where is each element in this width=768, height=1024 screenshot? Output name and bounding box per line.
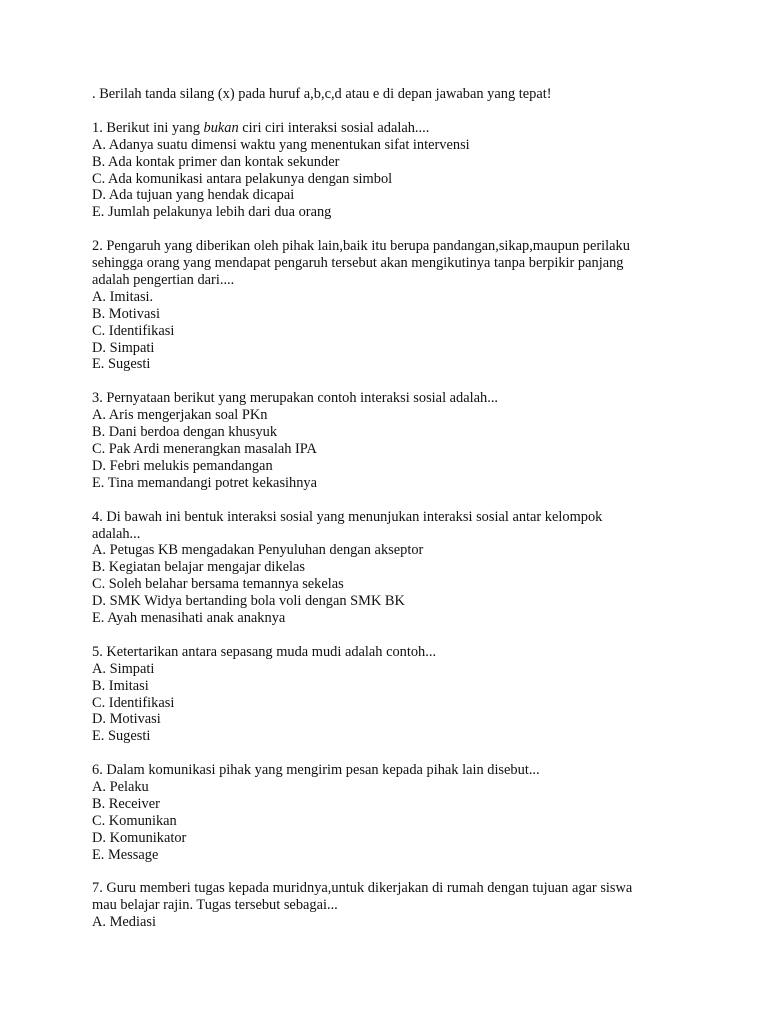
question-1-option-c[interactable]: C. Ada komunikasi antara pelakunya dengan simbol	[92, 170, 393, 187]
question-2-option-b[interactable]: B. Motivasi	[92, 305, 160, 322]
question-7-text-line-1: 7. Guru memberi tugas kepada muridnya,untuk dikerjakan di rumah dengan tujuan agar siswa	[92, 880, 633, 897]
document-page	[92, 86, 732, 931]
question-7-text-line-2: mau belajar rajin. Tugas tersebut sebagai...	[92, 897, 338, 914]
question-4-text-line-2: adalah...	[92, 525, 141, 542]
question-1-prefix: 1. Berikut ini yang	[92, 119, 204, 136]
question-2-text-line-2: sehingga orang yang mendapat pengaruh tersebut akan mengikutinya tanpa berpikir panjang	[92, 255, 624, 272]
question-1-emphasis: bukan	[203, 119, 239, 136]
question-3-option-b[interactable]: B. Dani berdoa dengan khusyuk	[92, 424, 278, 441]
question-1-option-b[interactable]: B. Ada kontak primer dan kontak sekunder	[92, 153, 340, 170]
question-1-option-a[interactable]: A. Adanya suatu dimensi waktu yang menentukan sifat intervensi	[92, 136, 470, 153]
question-4-option-a[interactable]: A. Petugas KB mengadakan Penyuluhan dengan akseptor	[92, 542, 424, 559]
question-5-option-a[interactable]: A. Simpati	[92, 660, 155, 677]
question-2	[92, 238, 732, 373]
spacer	[92, 103, 732, 120]
question-5-option-d[interactable]: D. Motivasi	[92, 711, 161, 728]
question-6	[92, 762, 732, 863]
question-6-option-d[interactable]: D. Komunikator	[92, 829, 187, 846]
question-4-option-b[interactable]: B. Kegiatan belajar mengajar dikelas	[92, 559, 305, 576]
question-5-option-b[interactable]: B. Imitasi	[92, 677, 149, 694]
question-2-option-a[interactable]: A. Imitasi.	[92, 288, 154, 305]
question-3-option-e[interactable]: E. Tina memandangi potret kekasihnya	[92, 474, 318, 491]
question-1-suffix: ciri ciri interaksi sosial adalah....	[238, 119, 430, 136]
question-5	[92, 644, 732, 745]
question-3-option-a[interactable]: A. Aris mengerjakan soal PKn	[92, 407, 268, 424]
question-2-option-d[interactable]: D. Simpati	[92, 339, 155, 356]
question-3	[92, 390, 732, 491]
question-3-text: 3. Pernyataan berikut yang merupakan contoh interaksi sosial adalah...	[92, 390, 499, 407]
question-6-option-c[interactable]: C. Komunikan	[92, 812, 177, 829]
spacer	[92, 373, 732, 390]
question-1-option-d[interactable]: D. Ada tujuan yang hendak dicapai	[92, 187, 295, 204]
question-5-option-e[interactable]: E. Sugesti	[92, 728, 151, 745]
spacer	[92, 864, 732, 881]
question-2-text-line-3: adalah pengertian dari....	[92, 271, 235, 288]
question-5-text: 5. Ketertarikan antara sepasang muda mudi adalah contoh...	[92, 643, 437, 660]
question-3-option-d[interactable]: D. Febri melukis pemandangan	[92, 457, 273, 474]
question-4-option-c[interactable]: C. Soleh belahar bersama temannya sekelas	[92, 576, 344, 593]
question-2-option-c[interactable]: C. Identifikasi	[92, 322, 175, 339]
spacer	[92, 627, 732, 644]
question-7-option-a[interactable]: A. Mediasi	[92, 914, 156, 931]
question-1-text	[92, 120, 732, 137]
question-1	[92, 120, 732, 221]
question-3-option-c[interactable]: C. Pak Ardi menerangkan masalah IPA	[92, 440, 317, 457]
question-7	[92, 880, 732, 931]
question-1-option-e[interactable]: E. Jumlah pelakunya lebih dari dua orang	[92, 204, 332, 221]
instruction-text: . Berilah tanda silang (x) pada huruf a,b,c,d atau e di depan jawaban yang tepat!	[92, 86, 552, 102]
question-6-option-e[interactable]: E. Message	[92, 846, 159, 863]
question-4-text-line-1: 4. Di bawah ini bentuk interaksi sosial yang menunjukan interaksi sosial antar kelompok	[92, 508, 603, 525]
question-2-text-line-1: 2. Pengaruh yang diberikan oleh pihak lain,baik itu berupa pandangan,sikap,maupun perilaku	[92, 238, 630, 255]
question-4	[92, 509, 732, 627]
question-6-option-a[interactable]: A. Pelaku	[92, 779, 149, 796]
question-2-option-e[interactable]: E. Sugesti	[92, 356, 151, 373]
question-5-option-c[interactable]: C. Identifikasi	[92, 694, 175, 711]
question-6-option-b[interactable]: B. Receiver	[92, 795, 160, 812]
question-4-option-d[interactable]: D. SMK Widya bertanding bola voli dengan SMK BK	[92, 593, 405, 610]
spacer	[92, 492, 732, 509]
spacer	[92, 745, 732, 762]
question-4-option-e[interactable]: E. Ayah menasihati anak anaknya	[92, 610, 286, 627]
spacer	[92, 221, 732, 238]
question-6-text: 6. Dalam komunikasi pihak yang mengirim pesan kepada pihak lain disebut...	[92, 762, 540, 779]
